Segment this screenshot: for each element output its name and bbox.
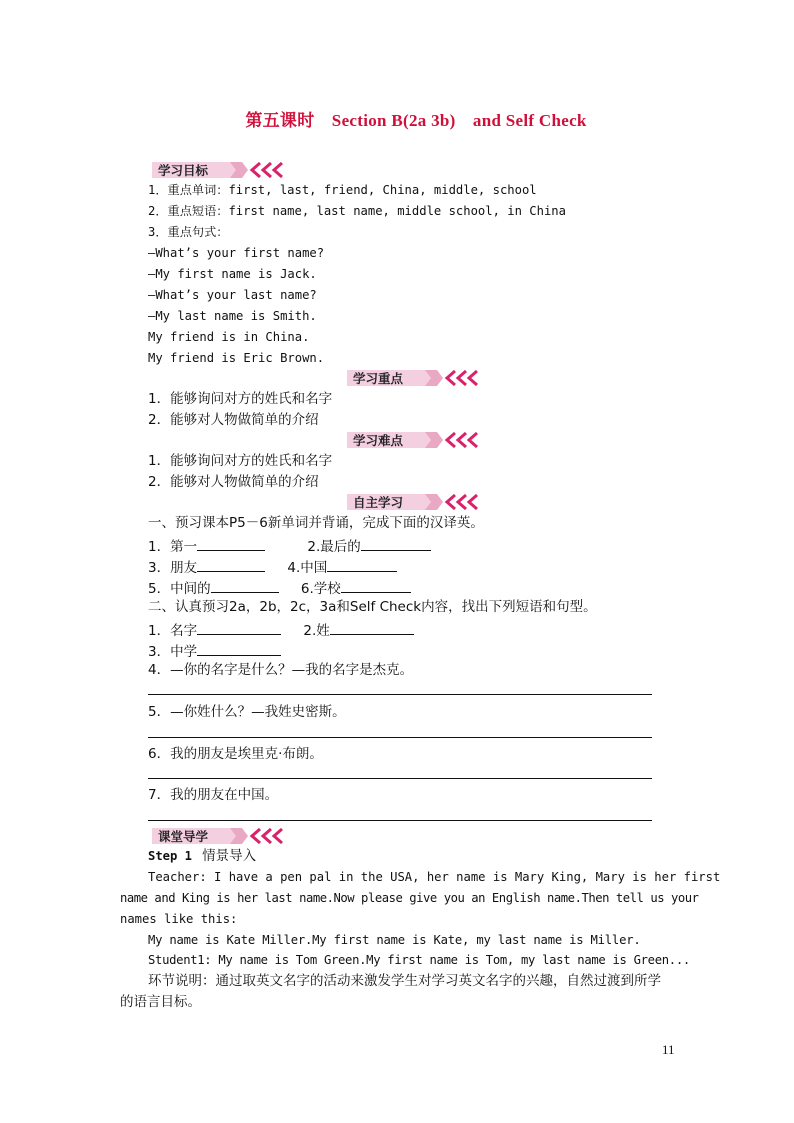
vocab-row [148,557,415,577]
vocab-prompt: 2.最后的 [307,539,361,555]
objective-line: 2．重点短语：first name, last name, middle school, in China [148,204,566,218]
key-points-badge [345,368,485,388]
note-line: 的语言目标。 [120,994,201,1010]
vocab-row [148,536,449,556]
self-study-part2-heading: 二、认真预习2a，2b，2c，3a和Self Check内容，找出下列短语和句型。 [148,599,597,615]
teacher-line: Teacher: I have a pen pal in the USA, her name is Mary King, Mary is her first [148,870,721,884]
key-point-line: 2．能够对人物做简单的介绍 [148,412,319,428]
answer-line[interactable] [148,820,652,821]
answer-blank[interactable] [197,557,265,572]
step-heading [148,848,256,865]
self-study-badge [345,492,485,512]
difficulties-badge-label: 学习难点 [353,433,404,448]
teacher-line: name and King is her last name.Now please give you an English name.Then tell us your [120,891,699,905]
objective-line: My friend is in China. [148,330,310,344]
phrase-row [148,620,432,640]
sentence-prompt: 4．—你的名字是什么？—我的名字是杰克。 [148,662,414,678]
difficulty-line: 2．能够对人物做简单的介绍 [148,474,319,490]
class-guide-badge-label: 课堂导学 [158,829,209,844]
difficulty-line: 1．能够询问对方的姓氏和名字 [148,453,333,469]
answer-line[interactable] [148,694,652,695]
answer-blank[interactable] [341,578,411,593]
objectives-badge [150,160,290,180]
self-study-part1-heading: 一、预习课本P5－6新单词并背诵，完成下面的汉译英。 [148,515,484,531]
objective-line: 1．重点单词：first, last, friend, China, middle, school [148,183,537,197]
page-number: 11 [662,1042,675,1057]
lesson-title: 第五课时 Section B(2a 3b) and Self Check [245,111,587,130]
answer-blank[interactable] [211,578,279,593]
answer-blank[interactable] [327,557,397,572]
example-line: My name is Kate Miller.My first name is Kate, my last name is Miller. [148,933,641,947]
objective-line: —What’s your last name? [148,288,317,302]
vocab-row [148,578,429,598]
vocab-prompt: 4.中国 [287,560,328,576]
class-guide-badge [150,826,290,846]
step-title: 情景导入 [202,848,257,864]
vocab-prompt: 1．第一 [148,539,198,555]
self-study-badge-label: 自主学习 [353,495,404,510]
phrase-prompt: 3．中学 [148,644,198,660]
answer-blank[interactable] [361,536,431,551]
difficulties-badge [345,430,485,450]
phrase-prompt: 1．名字 [148,623,198,639]
answer-blank[interactable] [197,536,265,551]
key-points-badge-label: 学习重点 [353,371,404,386]
answer-line[interactable] [148,778,652,779]
sentence-prompt: 7．我的朋友在中国。 [148,787,279,803]
sentence-prompt: 5．—你姓什么？—我姓史密斯。 [148,704,346,720]
answer-blank[interactable] [197,641,281,656]
objective-line: —My last name is Smith. [148,309,317,323]
sentence-prompt: 6．我的朋友是埃里克·布朗。 [148,746,323,762]
objectives-badge-label: 学习目标 [158,163,209,178]
phrase-prompt: 2.姓 [303,623,330,639]
teacher-line: names like this: [120,912,238,926]
phrase-row [148,641,299,661]
vocab-prompt: 3．朋友 [148,560,198,576]
vocab-prompt: 6.学校 [300,581,341,597]
objective-line: My friend is Eric Brown. [148,351,325,365]
objective-line: 3．重点句式： [148,225,229,239]
key-point-line: 1．能够询问对方的姓氏和名字 [148,391,333,407]
student-line: Student1: My name is Tom Green.My first name is Tom, my last name is Green... [148,953,690,967]
answer-blank[interactable] [197,620,281,635]
step-label: Step 1 [148,849,193,863]
vocab-prompt: 5．中间的 [148,581,211,597]
answer-line[interactable] [148,737,652,738]
objective-line: —What’s your first name? [148,246,325,260]
objective-line: —My first name is Jack. [148,267,317,281]
note-line: 环节说明：通过取英文名字的活动来激发学生对学习英文名字的兴趣，自然过渡到所学 [148,973,661,989]
answer-blank[interactable] [330,620,414,635]
